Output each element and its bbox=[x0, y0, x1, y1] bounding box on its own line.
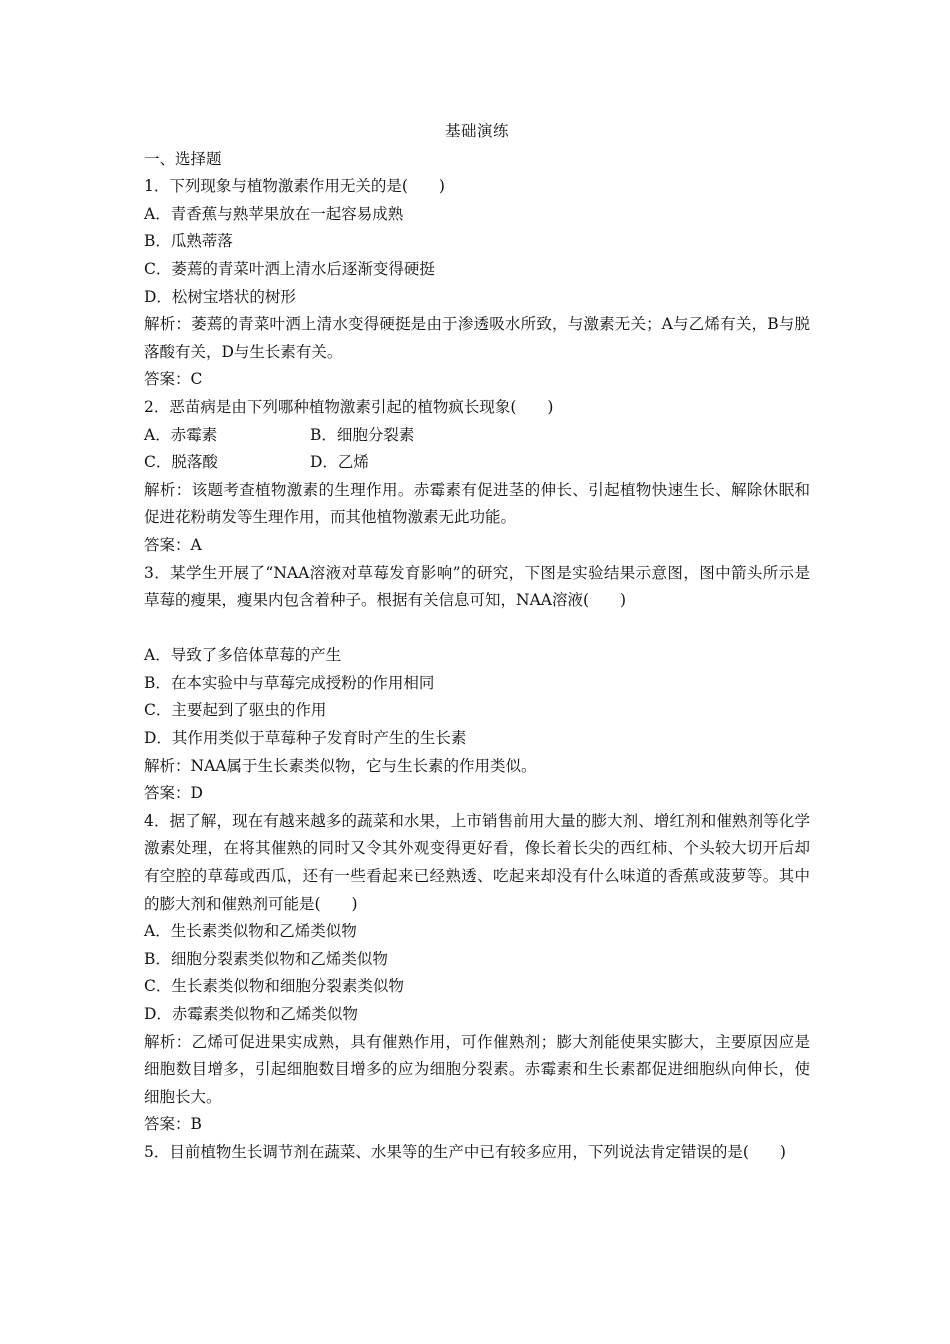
question-2-option-b: B．细胞分裂素 bbox=[310, 425, 415, 444]
question-2-options-row-1 bbox=[144, 422, 810, 450]
question-5-stem: 5．目前植物生长调节剂在蔬菜、水果等的生产中已有较多应用，下列说法肯定错误的是( ) bbox=[144, 1142, 786, 1161]
question-4-stem: 4．据了解，现在有越来越多的蔬菜和水果，上市销售前用大量的膨大剂、增红剂和催熟剂等化学激素处理，在将其催熟的同时又令其外观变得更好看，像长着长尖的西红柿、个头较大切开后却有空腔的草莓或西瓜，还有一些看起来已经熟透、吃起来却没有什么味道的香蕉或菠萝等。其中的膨大剂和催熟剂可能是( ) bbox=[144, 811, 810, 913]
document-page bbox=[144, 118, 810, 1167]
question-3-analysis: 解析：NAA属于生长素类似物，它与生长素的作用类似。 bbox=[144, 756, 537, 775]
question-1-option-a: A．青香蕉与熟苹果放在一起容易成熟 bbox=[144, 204, 404, 223]
question-4-answer: 答案：B bbox=[144, 1115, 202, 1134]
question-4-option-c: C．生长素类似物和细胞分裂素类似物 bbox=[144, 977, 404, 996]
question-3-stem: 3．某学生开展了“NAA溶液对草莓发育影响”的研究，下图是实验结果示意图，图中箭头所示是草莓的瘦果，瘦果内包含着种子。根据有关信息可知，NAA溶液( ) bbox=[144, 563, 810, 610]
question-1-answer: 答案：C bbox=[144, 370, 203, 389]
question-1-option-d: D．松树宝塔状的树形 bbox=[144, 287, 296, 306]
question-4-option-a: A．生长素类似物和乙烯类似物 bbox=[144, 922, 357, 941]
question-2-option-d: D．乙烯 bbox=[310, 453, 369, 472]
page-title: 基础演练 bbox=[444, 122, 509, 140]
question-2-analysis: 解析：该题考查植物激素的生理作用。赤霉素有促进茎的伸长、引起植物快速生长、解除休眠和促进花粉萌发等生理作用，而其他植物激素无此功能。 bbox=[144, 480, 810, 527]
question-3-figure-space bbox=[144, 615, 810, 643]
section-heading: 一、选择题 bbox=[144, 149, 222, 168]
question-4-option-d: D．赤霉素类似物和乙烯类似物 bbox=[144, 1005, 358, 1023]
question-3-option-a: A．导致了多倍体草莓的产生 bbox=[144, 646, 342, 665]
question-2-option-a: A．赤霉素 bbox=[144, 425, 218, 444]
question-3-option-b: B．在本实验中与草莓完成授粉的作用相同 bbox=[144, 673, 435, 692]
question-3-option-c: C．主要起到了驱虫的作用 bbox=[144, 701, 327, 720]
question-1-stem: 1．下列现象与植物激素作用无关的是( ) bbox=[144, 177, 445, 196]
question-3-option-d: D．其作用类似于草莓种子发育时产生的生长素 bbox=[144, 729, 467, 748]
question-1-option-b: B．瓜熟蒂落 bbox=[144, 232, 233, 251]
question-2-answer: 答案：A bbox=[144, 535, 202, 554]
question-1-option-c: C．萎蔫的青菜叶洒上清水后逐渐变得硬挺 bbox=[144, 259, 435, 278]
question-2-option-c: C．脱落酸 bbox=[144, 453, 218, 472]
question-2-options-row-2 bbox=[144, 449, 810, 477]
question-1-analysis: 解析：萎蔫的青菜叶洒上清水变得硬挺是由于渗透吸水所致，与激素无关；A与乙烯有关，B与脱落酸有关，D与生长素有关。 bbox=[144, 315, 810, 361]
question-4-option-b: B．细胞分裂素类似物和乙烯类似物 bbox=[144, 949, 388, 968]
question-3-answer: 答案：D bbox=[144, 784, 203, 803]
question-2-stem: 2．恶苗病是由下列哪种植物激素引起的植物疯长现象( ) bbox=[144, 397, 554, 416]
question-4-analysis: 解析：乙烯可促进果实成熟，具有催熟作用，可作催熟剂；膨大剂能使果实膨大，主要原因应是细胞数目增多，引起细胞数目增多的应为细胞分裂素。赤霉素和生长素都促进细胞纵向伸长，使细胞长大。 bbox=[144, 1032, 810, 1106]
